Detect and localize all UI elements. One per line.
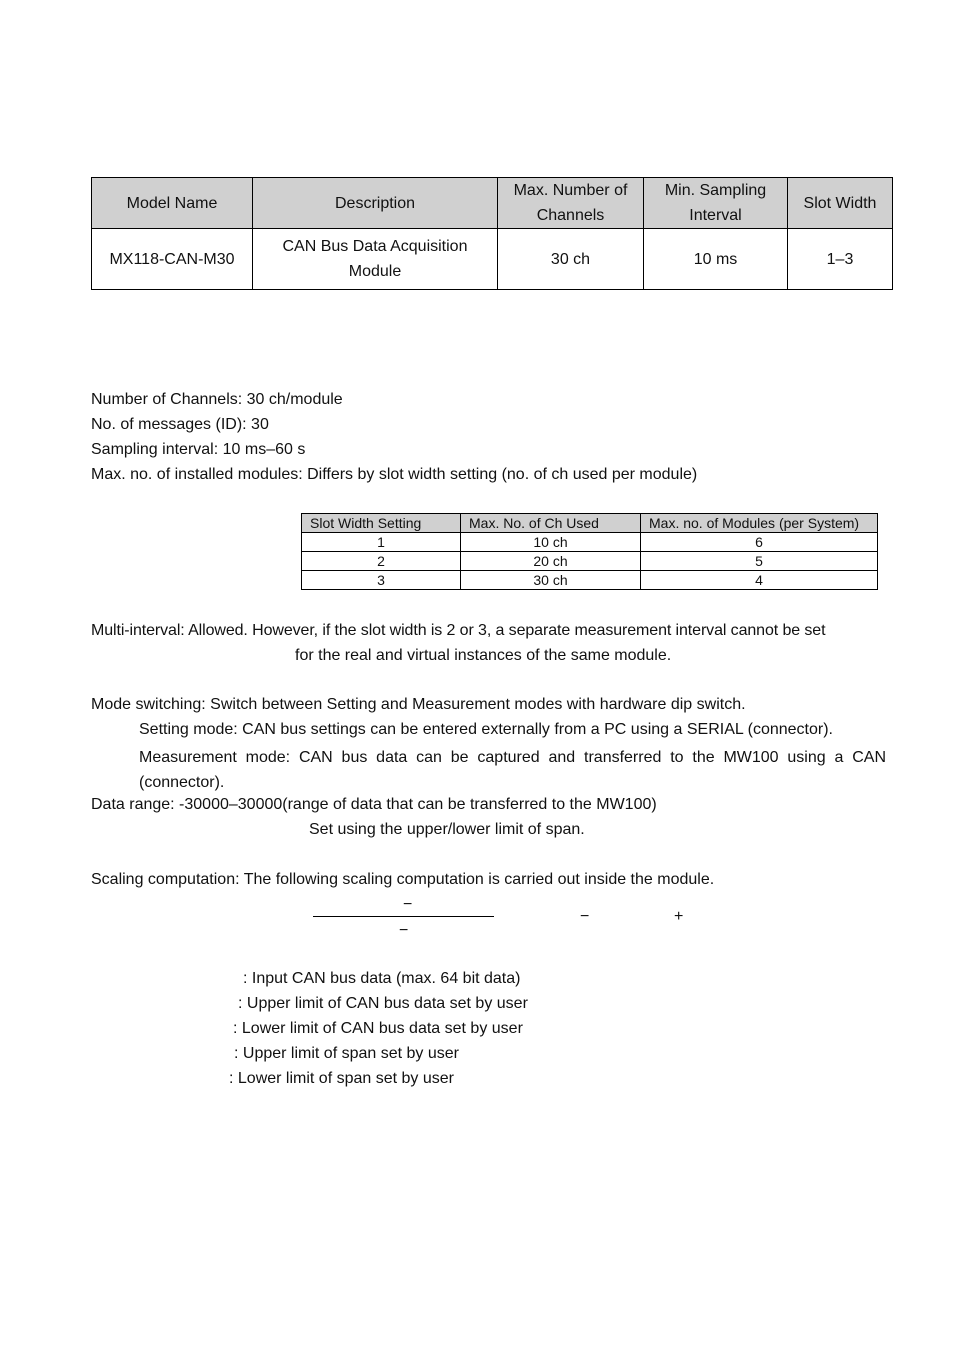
header-slot-width-setting: Slot Width Setting [302,514,461,533]
header-slot-width: Slot Width [788,178,893,229]
cell-description: CAN Bus Data Acquisition Module [253,229,498,290]
spec-table-header-row [92,178,893,229]
cell-min-sampling: 10 ms [644,229,788,290]
def-lower-span: : Lower limit of span set by user [229,1070,454,1087]
cell-ch-used: 30 ch [461,571,641,590]
cell-modules: 4 [641,571,878,590]
header-max-modules: Max. no. of Modules (per System) [641,514,878,533]
header-max-channels: Max. Number of Channels [498,178,644,229]
cell-slot: 3 [302,571,461,590]
cell-modules: 6 [641,533,878,552]
cell-ch-used: 10 ch [461,533,641,552]
cell-ch-used: 20 ch [461,552,641,571]
measurement-mode: Measurement mode: CAN bus data can be captured and transferred to the MW100 using a CAN (connector). [139,749,886,791]
fraction-bar [313,916,494,917]
setting-mode: Setting mode: CAN bus settings can be entered externally from a PC using a SERIAL (connector). [139,721,833,738]
table-row [302,552,878,571]
def-lower-can: : Lower limit of CAN bus data set by user [233,1020,523,1037]
cell-max-channels: 30 ch [498,229,644,290]
cell-slot-width: 1–3 [788,229,893,290]
table-row [302,571,878,590]
header-max-ch-used: Max. No. of Ch Used [461,514,641,533]
data-range-line1: Data range: -30000–30000(range of data that can be transferred to the MW100) [91,796,657,813]
cell-model-name: MX118-CAN-M30 [92,229,253,290]
spec-channels: Number of Channels: 30 ch/module [91,391,343,408]
mode-switching-title: Mode switching: Switch between Setting and Measurement modes with hardware dip switch. [91,696,746,713]
slot-table-header-row [302,514,878,533]
numerator-minus: − [403,896,413,913]
spec-sampling: Sampling interval: 10 ms–60 s [91,441,306,458]
spec-messages: No. of messages (ID): 30 [91,416,269,433]
cell-slot: 1 [302,533,461,552]
multi-interval-line1: Multi-interval: Allowed. However, if the slot width is 2 or 3, a separate measurement interval cannot be set [91,622,826,639]
def-input-data: : Input CAN bus data (max. 64 bit data) [243,970,521,987]
cell-modules: 5 [641,552,878,571]
spec-table [91,177,893,290]
slot-width-table [301,513,878,590]
spec-max-modules: Max. no. of installed modules: Differs by slot width setting (no. of ch used per module) [91,466,698,483]
cell-slot: 2 [302,552,461,571]
table-row [92,229,893,290]
header-description: Description [253,178,498,229]
table-row [302,533,878,552]
multi-interval-line2: for the real and virtual instances of the same module. [295,647,672,664]
header-min-sampling: Min. Sampling Interval [644,178,788,229]
denominator-minus: − [399,922,409,939]
header-model-name: Model Name [92,178,253,229]
scaling-title: Scaling computation: The following scaling computation is carried out inside the module. [91,871,715,888]
formula-plus: + [674,908,684,925]
def-upper-can: : Upper limit of CAN bus data set by user [238,995,528,1012]
data-range-line2: Set using the upper/lower limit of span. [309,821,585,838]
formula-minus: − [580,908,590,925]
def-upper-span: : Upper limit of span set by user [234,1045,459,1062]
